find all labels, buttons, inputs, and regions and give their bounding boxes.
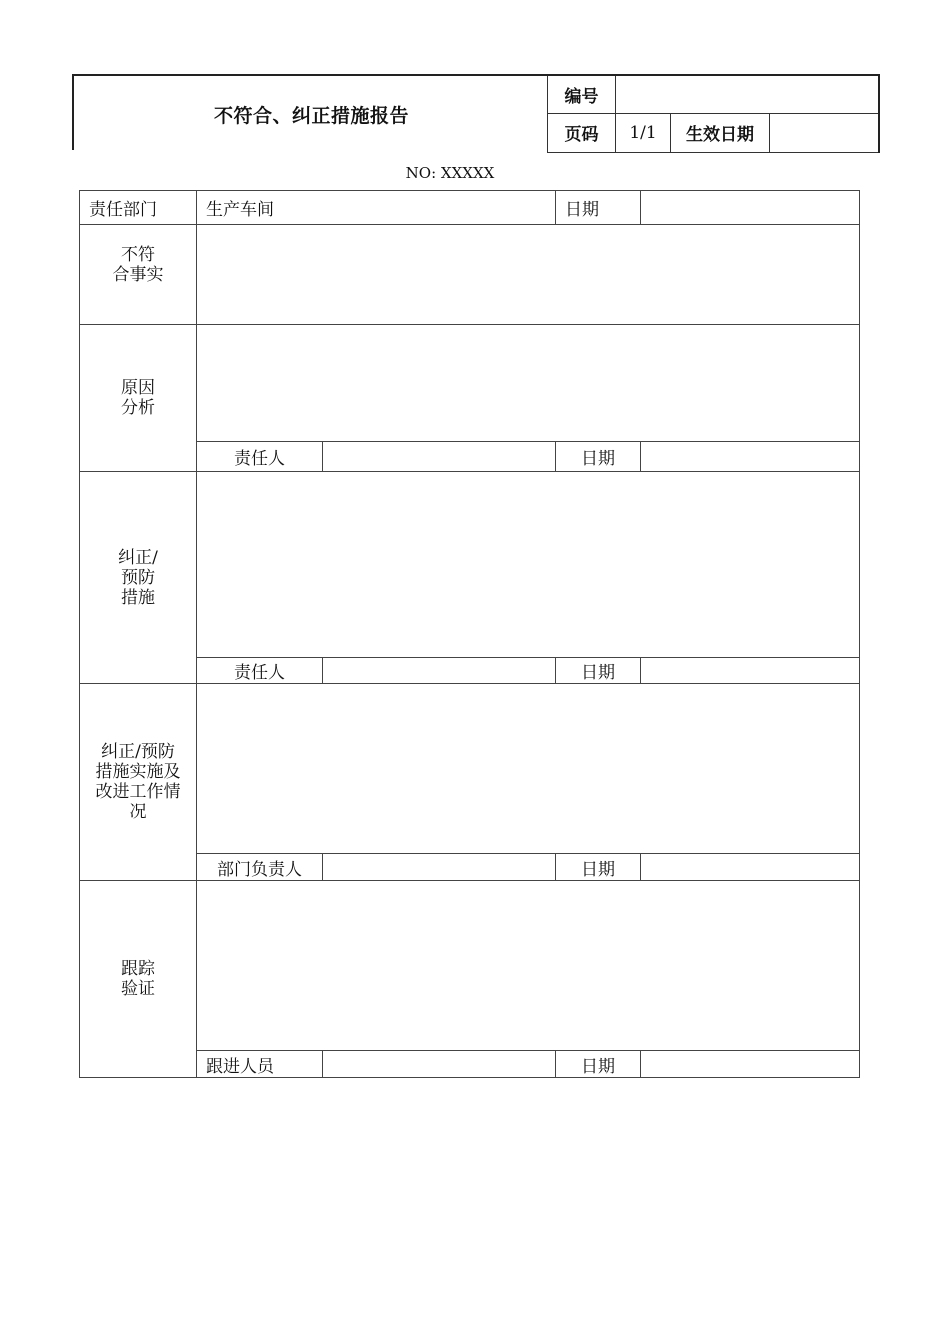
cause-analysis-label: 原因 分析 bbox=[80, 325, 197, 472]
implementation-sign-row bbox=[80, 854, 860, 881]
nonconformity-report-form bbox=[79, 190, 860, 1078]
tracking-row bbox=[80, 881, 860, 1051]
measures-date-value[interactable] bbox=[641, 658, 860, 684]
implementation-person-value[interactable] bbox=[323, 854, 556, 881]
document-number: NO: XXXXX bbox=[405, 164, 495, 182]
corrective-measures-label: 纠正/ 预防 措施 bbox=[80, 472, 197, 684]
tracking-date-value[interactable] bbox=[641, 1051, 860, 1078]
measures-date-label: 日期 bbox=[556, 658, 641, 684]
date-label: 日期 bbox=[556, 191, 641, 225]
cause-analysis-content[interactable] bbox=[197, 325, 860, 442]
cause-analysis-row bbox=[80, 325, 860, 442]
nonconformity-label: 不符 合事实 bbox=[80, 225, 197, 325]
corrective-measures-sign-row bbox=[80, 658, 860, 684]
header-title-box bbox=[72, 74, 547, 150]
effective-date-label: 生效日期 bbox=[671, 113, 770, 152]
cause-date-value[interactable] bbox=[641, 442, 860, 472]
tracking-content[interactable] bbox=[197, 881, 860, 1051]
implementation-date-value[interactable] bbox=[641, 854, 860, 881]
nonconformity-row bbox=[80, 225, 860, 325]
implementation-person-label: 部门负责人 bbox=[197, 854, 323, 881]
corrective-measures-row bbox=[80, 472, 860, 658]
page-value: 1/1 bbox=[616, 113, 671, 152]
page-label: 页码 bbox=[548, 113, 616, 152]
implementation-content[interactable] bbox=[197, 684, 860, 854]
date-value[interactable] bbox=[641, 191, 860, 225]
code-label: 编号 bbox=[548, 75, 616, 113]
tracking-person-value[interactable] bbox=[323, 1051, 556, 1078]
responsible-dept-label: 责任部门 bbox=[80, 191, 197, 225]
cause-person-value[interactable] bbox=[323, 442, 556, 472]
responsible-dept-value[interactable]: 生产车间 bbox=[197, 191, 556, 225]
implementation-date-label: 日期 bbox=[556, 854, 641, 881]
cause-date-label: 日期 bbox=[556, 442, 641, 472]
cause-person-label: 责任人 bbox=[197, 442, 323, 472]
dept-row bbox=[80, 191, 860, 225]
nonconformity-content[interactable] bbox=[197, 225, 860, 325]
code-value[interactable] bbox=[616, 75, 879, 113]
header-info-table bbox=[547, 74, 880, 153]
implementation-row bbox=[80, 684, 860, 854]
implementation-label: 纠正/预防 措施实施及 改进工作情 况 bbox=[80, 684, 197, 881]
tracking-date-label: 日期 bbox=[556, 1051, 641, 1078]
tracking-person-label: 跟进人员 bbox=[197, 1051, 323, 1078]
effective-date-value[interactable] bbox=[770, 113, 879, 152]
tracking-sign-row bbox=[80, 1051, 860, 1078]
corrective-measures-content[interactable] bbox=[197, 472, 860, 658]
tracking-label: 跟踪 验证 bbox=[80, 881, 197, 1078]
measures-person-value[interactable] bbox=[323, 658, 556, 684]
form-title: 不符合、纠正措施报告 bbox=[213, 104, 409, 127]
cause-analysis-sign-row bbox=[80, 442, 860, 472]
measures-person-label: 责任人 bbox=[197, 658, 323, 684]
